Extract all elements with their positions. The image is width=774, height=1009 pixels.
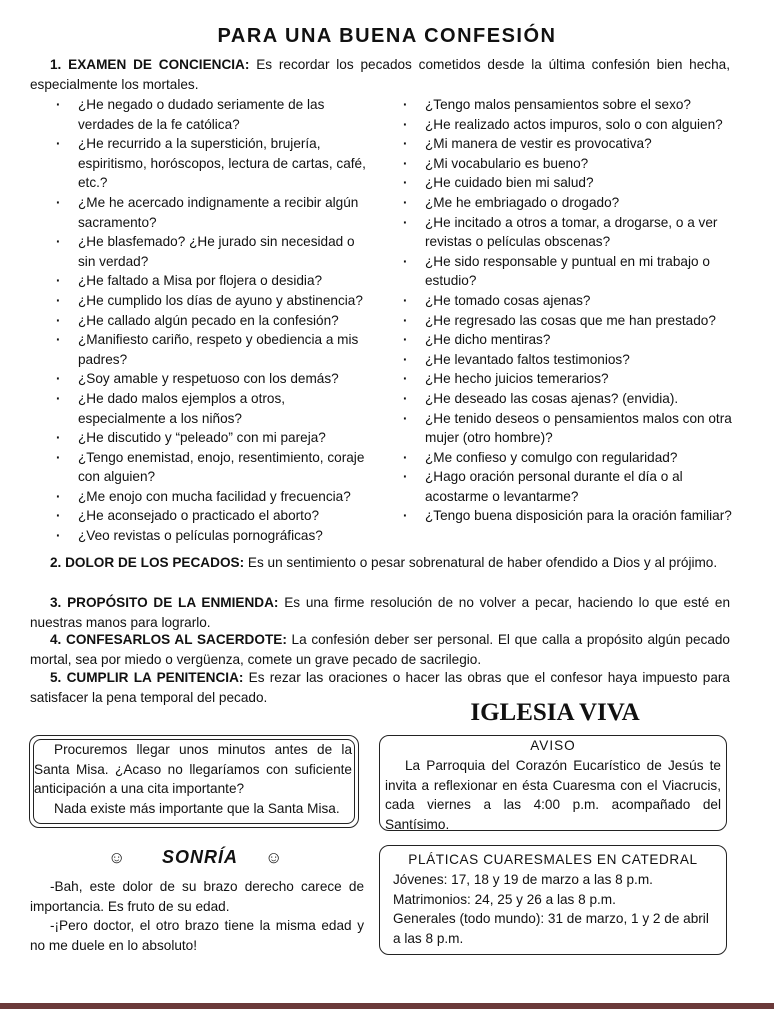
questions-right-list: [401, 95, 733, 526]
list-item: · ¿Hago oración personal durante el día o al acostarme o levantarme?: [401, 467, 733, 506]
joke-line1: -Bah, este dolor de su brazo derecho carece de importancia. Es fruto de su edad.: [30, 879, 364, 914]
list-item: · ¿He dicho mentiras?: [401, 330, 733, 350]
section-dolor: [30, 553, 730, 573]
list-item: Jóvenes: 17, 18 y 19 de marzo a las 8 p.m.: [393, 872, 653, 887]
list-item: · ¿He aconsejado o practicado el aborto?: [54, 506, 374, 526]
list-item: · ¿He blasfemado? ¿He jurado sin necesidad o sin verdad?: [54, 232, 374, 271]
section-confesarlos-text: La confesión deber ser personal. El que calla a propósito algún pecado mortal, sea por miedo o vergüenza, comete un grave pecado de sacrilegio.: [30, 632, 730, 667]
section-examen-text: Es recordar los pecados cometidos desde la última confesión bien hecha, especialmente los mortales.: [30, 57, 730, 92]
section-proposito-heading: 3. PROPÓSITO DE LA ENMIENDA:: [50, 595, 279, 610]
questions-left-list: [54, 95, 374, 546]
section-proposito-text: Es una firme resolución de no volver a pecar, haciendo lo que esté en nuestras manos para lograrlo.: [30, 595, 731, 630]
list-item: · ¿He discutido y “peleado” con mi pareja?: [54, 428, 374, 448]
section-proposito: [30, 593, 730, 632]
list-item: · ¿Manifiesto cariño, respeto y obediencia a mis padres?: [54, 330, 374, 369]
platicas-title: PLÁTICAS CUARESMALES EN CATEDRAL: [408, 852, 698, 867]
section-confesarlos: [30, 630, 730, 669]
list-item: · ¿Mi manera de vestir es provocativa?: [401, 134, 733, 154]
misa-reminder-text: [34, 740, 352, 818]
bottom-divider: [0, 1003, 774, 1009]
list-item: · ¿He sido responsable y puntual en mi trabajo o estudio?: [401, 252, 733, 291]
list-item: · ¿Tengo enemistad, enojo, resentimiento, coraje con alguien?: [54, 448, 374, 487]
section-penitencia-heading: 5. CUMPLIR LA PENITENCIA:: [50, 670, 244, 685]
list-item: · ¿Soy amable y respetuoso con los demás?: [54, 369, 374, 389]
misa-reminder-line2: Nada existe más importante que la Santa Misa.: [54, 800, 340, 816]
list-item: · ¿He negado o dudado seriamente de las verdades de la fe católica?: [54, 95, 374, 134]
page-title: PARA UNA BUENA CONFESIÓN: [217, 25, 557, 47]
list-item: · ¿He tomado cosas ajenas?: [401, 291, 733, 311]
joke-line2: -¡Pero doctor, el otro brazo tiene la misma edad y no me duele en lo absoluto!: [30, 918, 364, 953]
list-item: · ¿He dado malos ejemplos a otros, especialmente a los niños?: [54, 389, 374, 428]
section-penitencia-text: Es rezar las oraciones o hacer las obras que el confesor haya impuesto para satisfacer la pena temporal del pecado.: [30, 670, 730, 705]
misa-reminder-line1: Procuremos llegar unos minutos antes de la Santa Misa. ¿Acaso no llegaríamos con suficiente anticipación a una cita importante?: [34, 742, 352, 797]
section-dolor-text: Es un sentimiento o pesar sobrenatural de haber ofendido a Dios y al prójimo.: [244, 555, 718, 570]
sonria-label: SONRÍA: [162, 847, 239, 867]
list-item: · ¿Tengo buena disposición para la oración familiar?: [401, 506, 733, 526]
iglesia-viva-banner: IGLESIA VIVA: [470, 699, 640, 726]
list-item: · ¿He incitado a otros a tomar, a drogarse, o a ver revistas o películas obscenas?: [401, 213, 733, 252]
platicas-list: [393, 870, 713, 948]
list-item: · ¿Mi vocabulario es bueno?: [401, 154, 733, 174]
list-item: · ¿He tenido deseos o pensamientos malos con otra mujer (otro hombre)?: [401, 409, 733, 448]
list-item: · ¿He cuidado bien mi salud?: [401, 173, 733, 193]
list-item: Matrimonios: 24, 25 y 26 a las 8 p.m.: [393, 891, 616, 907]
list-item: · ¿He realizado actos impuros, solo o con alguien?: [401, 115, 733, 135]
list-item: · ¿He cumplido los días de ayuno y abstinencia?: [54, 291, 374, 311]
list-item: · ¿He recurrido a la superstición, brujería, espiritismo, horóscopos, lectura de cartas, café, etc.?: [54, 134, 374, 193]
list-item: · ¿Veo revistas o películas pornográficas?: [54, 526, 374, 546]
list-item: · ¿He levantado faltos testimonios?: [401, 350, 733, 370]
aviso-title: AVISO: [530, 738, 576, 753]
smiley-right-icon: ☺: [265, 848, 283, 867]
section-examen: [30, 55, 730, 94]
list-item: · ¿Me he acercado indignamente a recibir algún sacramento?: [54, 193, 374, 232]
joke-text: [30, 877, 364, 955]
list-item: · ¿He faltado a Misa por flojera o desidia?: [54, 271, 374, 291]
aviso-text: La Parroquia del Corazón Eucarístico de Jesús te invita a reflexionar en ésta Cuaresma con el Viacrucis, cada viernes a las 4:00 p.m. acompañado del Santísimo.: [385, 758, 721, 832]
section-dolor-heading: 2. DOLOR DE LOS PECADOS:: [50, 555, 245, 570]
smiley-left-icon: ☺: [108, 848, 126, 867]
list-item: · ¿Me enojo con mucha facilidad y frecuencia?: [54, 487, 374, 507]
list-item: · ¿Me confieso y comulgo con regularidad?: [401, 448, 733, 468]
section-confesarlos-heading: 4. CONFESARLOS AL SACERDOTE:: [50, 632, 287, 647]
section-examen-heading: 1. EXAMEN DE CONCIENCIA:: [50, 57, 250, 72]
list-item: · ¿He regresado las cosas que me han prestado?: [401, 311, 733, 331]
list-item: Generales (todo mundo): 31 de marzo, 1 y 2 de abril a las 8 p.m.: [393, 911, 709, 946]
list-item: · ¿He callado algún pecado en la confesión?: [54, 311, 374, 331]
list-item: · ¿He hecho juicios temerarios?: [401, 369, 733, 389]
list-item: · ¿Tengo malos pensamientos sobre el sexo?: [401, 95, 733, 115]
list-item: · ¿He deseado las cosas ajenas? (envidia).: [401, 389, 733, 409]
list-item: · ¿Me he embriagado o drogado?: [401, 193, 733, 213]
sonria-heading: [100, 848, 310, 872]
